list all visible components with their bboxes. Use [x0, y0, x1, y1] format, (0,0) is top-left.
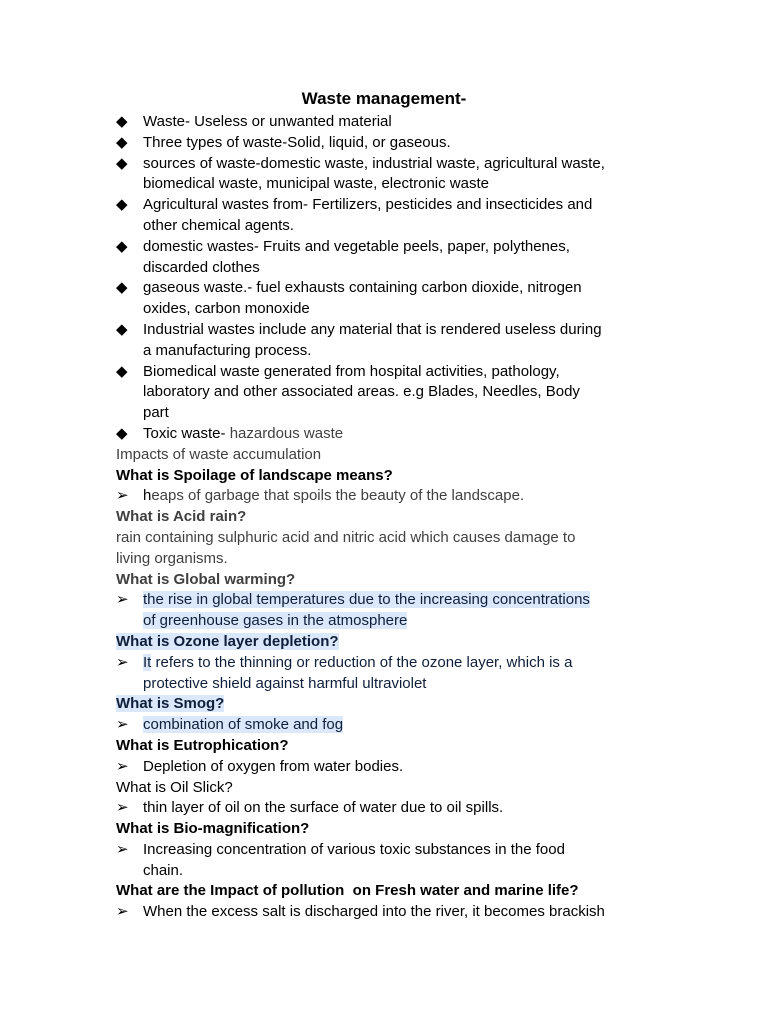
arrow-bullet-icon: ➢: [116, 903, 129, 921]
bullet-text: oxides, carbon monoxide: [143, 300, 310, 318]
bullet-item: [116, 195, 676, 237]
question-heading: What is Acid rain?: [116, 508, 247, 526]
answer-text: eaps of garbage that spoils the beauty of the landscape.: [151, 487, 525, 505]
bullet-text: domestic wastes- Fruits and vegetable peels, paper, polythenes,: [143, 237, 570, 255]
answer-text: thin layer of oil on the surface of water due to oil spills.: [143, 799, 504, 817]
arrow-bullet-icon: ➢: [116, 487, 129, 505]
bullet-text: Three types of waste-Solid, liquid, or gaseous.: [143, 133, 451, 151]
question-heading: What is Eutrophication?: [116, 736, 289, 754]
bullet-text: sources of waste-domestic waste, industrial waste, agricultural waste,: [143, 154, 605, 172]
bullet-item: [116, 237, 676, 279]
bullet-text: Waste- Useless or unwanted material: [143, 113, 392, 130]
answer-text: protective shield against harmful ultraviolet: [143, 674, 427, 692]
question-heading: What is Ozone layer depletion?: [116, 632, 339, 650]
bullet-text: laboratory and other associated areas. e.g Blades, Needles, Body: [143, 383, 580, 401]
diamond-bullet-icon: ◆: [116, 424, 128, 442]
bullet-text: Biomedical waste generated from hospital activities, pathology,: [143, 362, 560, 380]
bullet-item: [116, 133, 676, 154]
diamond-bullet-icon: ◆: [116, 113, 128, 130]
bullet-text: part: [143, 404, 169, 422]
question-heading: What is Smog?: [116, 695, 225, 713]
bullet-item: [116, 362, 676, 424]
arrow-bullet-icon: ➢: [116, 591, 129, 609]
bullet-item: [116, 112, 676, 133]
diamond-bullet-icon: ◆: [116, 320, 128, 338]
arrow-bullet-icon: ➢: [116, 653, 129, 671]
question-heading: What is Bio-magnification?: [116, 820, 310, 838]
answer-text: living organisms.: [116, 549, 228, 567]
answer-text: combination of smoke and fog: [143, 716, 344, 734]
answer-text: rain containing sulphuric acid and nitric acid which causes damage to: [116, 528, 576, 546]
toxic-label: Toxic waste-: [143, 424, 230, 442]
bullet-item: [116, 278, 676, 320]
answer-text: Depletion of oxygen from water bodies.: [143, 757, 404, 775]
question-heading: What is Oil Slick?: [116, 778, 233, 796]
diamond-bullet-icon: ◆: [116, 196, 128, 214]
arrow-bullet-icon: ➢: [116, 716, 129, 734]
diamond-bullet-icon: ◆: [116, 133, 128, 151]
diamond-bullet-icon: ◆: [116, 362, 128, 380]
diamond-bullet-icon: ◆: [116, 154, 128, 172]
answer-text: chain.: [143, 861, 184, 879]
diamond-bullet-icon: ◆: [116, 237, 128, 255]
answer-first-letter: h: [143, 487, 152, 505]
answer-text: Increasing concentration of various toxic substances in the food: [143, 840, 565, 858]
arrow-bullet-icon: ➢: [116, 840, 129, 858]
question-heading: What is Global warming?: [116, 570, 296, 588]
arrow-bullet-icon: ➢: [116, 757, 129, 775]
diamond-bullet-icon: ◆: [116, 279, 128, 297]
question-heading: What are the Impact of pollution on Fresh water and marine life?: [116, 882, 579, 900]
bullet-text: other chemical agents.: [143, 216, 294, 234]
bullet-item: [116, 154, 676, 196]
question-heading: What is Spoilage of landscape means?: [116, 466, 393, 484]
bullet-text: a manufacturing process.: [143, 341, 312, 359]
bullet-text: gaseous waste.- fuel exhausts containing carbon dioxide, nitrogen: [143, 279, 582, 297]
bullet-text: biomedical waste, municipal waste, electronic waste: [143, 175, 489, 193]
answer-text: When the excess salt is discharged into the river, it becomes brackish: [143, 903, 605, 921]
bullet-text: Agricultural wastes from- Fertilizers, pesticides and insecticides and: [143, 196, 593, 214]
bullet-item: [116, 320, 676, 362]
toxic-value: hazardous waste: [229, 424, 344, 442]
answer-text: the rise in global temperatures due to the increasing concentrations: [143, 591, 590, 609]
impacts-heading: Impacts of waste accumulation: [116, 445, 322, 463]
bullet-item: [116, 424, 676, 445]
document-body: [116, 112, 676, 923]
answer-text: refers to the thinning or reduction of the ozone layer, which is a: [151, 653, 573, 671]
answer-highlight: It: [143, 653, 152, 671]
arrow-bullet-icon: ➢: [116, 799, 129, 817]
answer-text: of greenhouse gases in the atmosphere: [143, 612, 408, 630]
page-title: Waste management-: [301, 89, 467, 108]
bullet-text: Industrial wastes include any material that is rendered useless during: [143, 320, 602, 338]
bullet-text: discarded clothes: [143, 258, 260, 276]
